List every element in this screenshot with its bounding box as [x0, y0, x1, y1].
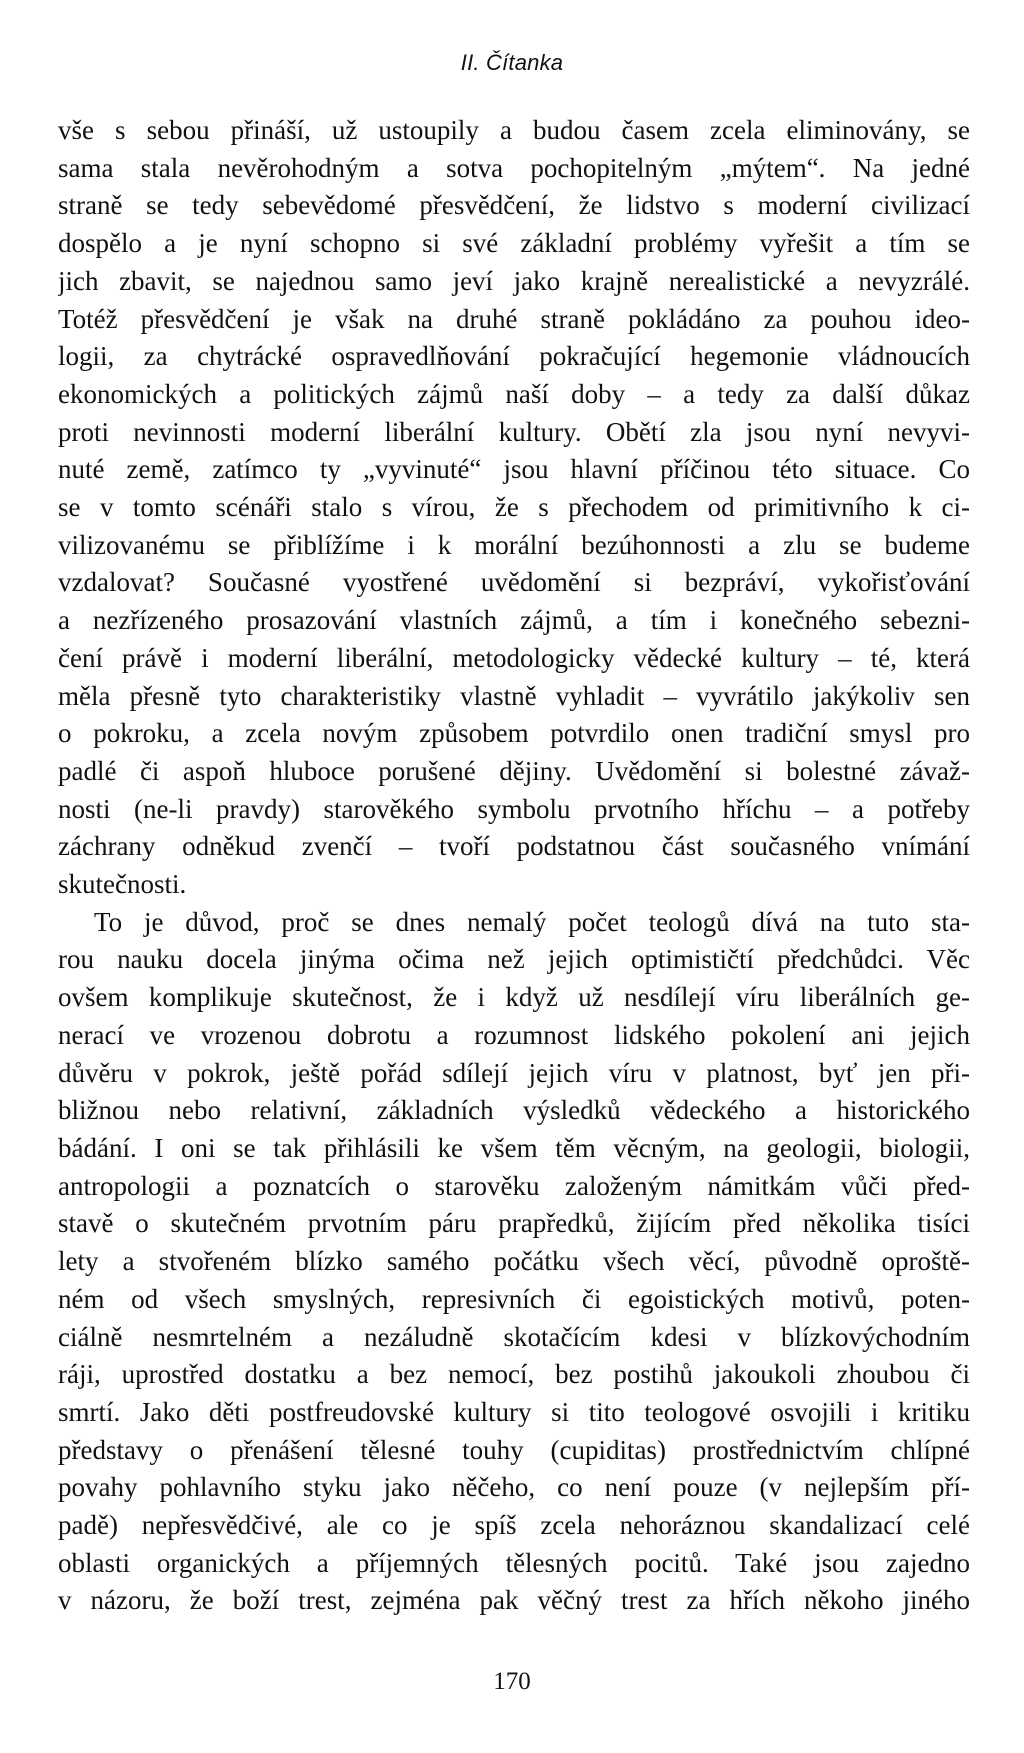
text-line: vzdalovat? Současné vyostřené uvědomění si bezpráví, vykořisťování — [58, 567, 970, 598]
paragraph-1 — [58, 112, 970, 904]
text-line: měla přesně tyto charakteristiky vlastně vyhladit – vyvrátilo jakýkoliv sen — [58, 680, 970, 711]
text-line: vše s sebou přináší, už ustoupily a budou časem zcela eliminovány, se — [58, 115, 970, 145]
paragraph-2 — [58, 904, 970, 1620]
text-line: se v tomto scénáři stalo s vírou, že s přechodem od primitivního k ci- — [58, 492, 970, 523]
text-line: bádání. I oni se tak přihlásili ke všem těm věcným, na geologii, biologii, — [58, 1132, 970, 1163]
text-line: a nezřízeného prosazování vlastních zájmů, a tím i konečného sebezni- — [58, 605, 970, 636]
text-line: nuté země, zatímco ty „vyvinuté“ jsou hlavní příčinou této situace. Co — [58, 454, 970, 485]
text-line: antropologii a poznatcích o starověku založeným námitkám vůči před- — [58, 1170, 970, 1201]
text-line: povahy pohlavního styku jako něčeho, co není pouze (v nejlepším pří- — [58, 1472, 970, 1503]
text-line: proti nevinnosti moderní liberální kultury. Obětí zla jsou nyní nevyvi- — [58, 416, 970, 447]
text-line: dospělo a je nyní schopno si své základní problémy vyřešit a tím se — [58, 228, 970, 259]
text-line: v názoru, že boží trest, zejména pak věčný trest za hřích někoho jiného — [58, 1585, 970, 1616]
text-line: Totéž přesvědčení je však na druhé straně pokládáno za pouhou ideo- — [58, 303, 970, 334]
text-line: ném od všech smyslných, represivních či egoistických motivů, poten- — [58, 1283, 970, 1314]
text-line: jich zbavit, se najednou samo jeví jako krajně nerealistické a nevyzrálé. — [58, 265, 970, 296]
text-line: ciálně nesmrtelném a nezáludně skotačícím kdesi v blízkovýchodním — [58, 1321, 970, 1352]
text-line: rou nauku docela jinýma očima než jejich optimističtí předchůdci. Věc — [58, 944, 970, 975]
text-line: nerací ve vrozenou dobrotu a rozumnost lidského pokolení ani jejich — [58, 1019, 970, 1050]
text-line: smrtí. Jako děti postfreudovské kultury si tito teologové osvojili i kritiku — [58, 1396, 970, 1427]
text-line: lety a stvořeném blízko samého počátku všech věcí, původně oproště- — [58, 1246, 970, 1277]
text-line: záchrany odněkud zvenčí – tvoří podstatnou část současného vnímání — [58, 831, 970, 862]
main-text — [58, 112, 970, 1620]
text-line: oblasti organických a příjemných tělesných pocitů. Také jsou zajedno — [58, 1547, 970, 1578]
text-line: důvěru v pokrok, ještě pořád sdílejí jejich víru v platnost, byť jen při- — [58, 1057, 970, 1088]
text-line: padě) nepřesvědčivé, ale co je spíš zcela nehoráznou skandalizací celé — [58, 1510, 970, 1541]
text-line: představy o přenášení tělesné touhy (cupiditas) prostřednictvím chlípné — [58, 1434, 970, 1465]
text-line: straně se tedy sebevědomé přesvědčení, že lidstvo s moderní civilizací — [58, 190, 970, 221]
page-number: 170 — [493, 1668, 531, 1695]
text-line: ráji, uprostřed dostatku a bez nemocí, bez postihů jakoukoli zhoubou či — [58, 1359, 970, 1390]
text-line: skutečnosti. — [58, 869, 187, 900]
text-line: logii, za chytrácké ospravedlňování pokračující hegemonie vládnoucích — [58, 341, 970, 372]
text-line: o pokroku, a zcela novým způsobem potvrdilo onen tradiční smysl pro — [58, 718, 970, 749]
text-line: vilizovanému se přiblížíme i k morální bezúhonnosti a zlu se budeme — [58, 529, 970, 560]
text-line: bližnou nebo relativní, základních výsledků vědeckého a historického — [58, 1095, 970, 1126]
text-line: padlé či aspoň hluboce porušené dějiny. Uvědomění si bolestné závaž- — [58, 755, 970, 786]
text-line: To je důvod, proč se dnes nemalý počet teologů dívá na tuto sta- — [94, 906, 970, 937]
text-line: ekonomických a politických zájmů naší doby – a tedy za další důkaz — [58, 378, 970, 409]
text-line: nosti (ne-li pravdy) starověkého symbolu prvotního hříchu – a potřeby — [58, 793, 970, 824]
text-line: čení právě i moderní liberální, metodologicky vědecké kultury – té, která — [58, 642, 970, 673]
text-line: sama stala nevěrohodným a sotva pochopitelným „mýtem“. Na jedné — [58, 152, 970, 183]
text-line: ovšem komplikuje skutečnost, že i když už nesdílejí víru liberálních ge- — [58, 982, 970, 1013]
text-line: stavě o skutečném prvotním páru prapředků, žijícím před několika tisíci — [58, 1208, 970, 1239]
running-header: II. Čítanka — [460, 50, 564, 75]
